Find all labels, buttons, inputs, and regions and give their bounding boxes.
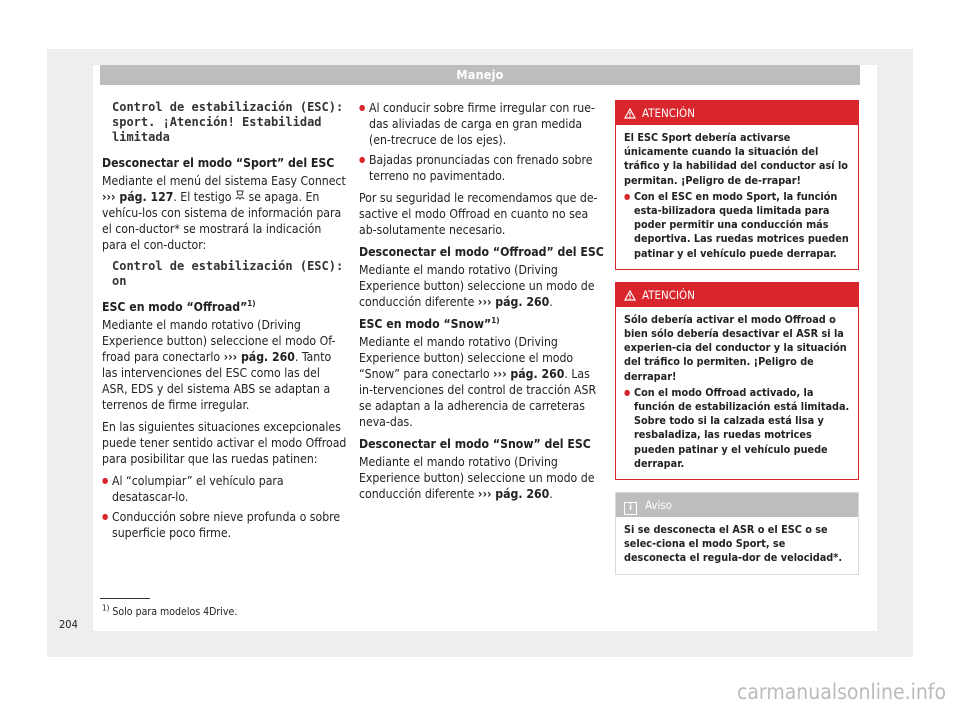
esc-warning-lamp-icon: [235, 190, 245, 204]
notice-box-header: i Aviso: [616, 493, 858, 517]
watermark-text: carmanualsonline.info: [736, 680, 946, 704]
heading-esc-snow: ESC en modo “Snow”$^{1)}$: [359, 315, 500, 331]
page-reference-link[interactable]: ››› pág. 127: [102, 190, 174, 204]
warning-box-body: El ESC Sport debería activarse únicamente cuando la situación del tráfico y la habilidad del conductor así lo permitan. ¡Peligro de de-rrapar! ● Con el ESC en modo Sport, la función esta-bilizadora queda limitada para poder permitir una conducción más deportiva. Las ruedas motrices pueden patinar y el vehículo puede derrapar.: [616, 125, 858, 269]
warning-box-header: ATENCIÓN: [616, 101, 858, 125]
paragraph-offroad: Mediante el mando rotativo (Driving Experience button) seleccione el modo Of-froad para conectarlo ››› pág. 260. Tanto las intervenciones del ESC como las del ASR, EDS y del sistema ABS se adaptan a terrenos de firme irregular.: [102, 318, 336, 412]
display-message-esc-on: Control de estabilización (ESC): on: [112, 259, 344, 288]
page-reference-link[interactable]: ››› pág. 260: [493, 367, 565, 381]
footnote-marker: 1): [491, 315, 500, 325]
info-icon: i: [624, 502, 637, 515]
heading-disconnect-offroad: Desconectar el modo “Offroad” del ESC: [359, 245, 604, 259]
page-reference-link[interactable]: ››› pág. 260: [223, 350, 295, 364]
warning-triangle-icon: [624, 103, 636, 127]
bullet-item: ● Con el modo Offroad activado, la función de estabilización está limitada. Sobre todo si la calzada está lisa y resbaladiza, las ruedas motrices pueden patinar y el vehículo puede derrapar.: [624, 386, 850, 471]
footnote-divider: [100, 598, 150, 599]
warning-box-offroad: [615, 282, 859, 480]
bullet-item: ● Conducción sobre nieve profunda o sobre superficie poco firme.: [102, 509, 348, 541]
heading-disconnect-sport: Desconectar el modo “Sport” del ESC: [102, 156, 335, 170]
page-reference-link[interactable]: ››› pág. 260: [477, 295, 550, 309]
paragraph-easy-connect: Mediante el menú del sistema Easy Connect ››› pág. 127. El testigo se apaga. En vehícu-los con sistema de información para el con-ductor* se mostrará la indicación para el con-ductor:: [102, 174, 346, 252]
bullet-item: ● Con el ESC en modo Sport, la función esta-bilizadora queda limitada para poder permitir una conducción más deportiva. Las ruedas motrices pueden patinar y el vehículo puede derrapar.: [624, 190, 850, 261]
column-middle: [359, 100, 605, 508]
notice-box: [615, 492, 859, 575]
paragraph-exceptional-situations: En las siguientes situaciones excepcionales puede tener sentido activar el modo Offroad para posibilitar que las ruedas patinen:: [102, 420, 347, 466]
footnote: $^{1)}$ Solo para modelos 4Drive.: [102, 603, 238, 618]
column-left: [102, 100, 348, 545]
paragraph-disconnect-offroad: Mediante el mando rotativo (Driving Experience button) seleccione un modo de conducción diferente ››› pág. 260.: [359, 263, 595, 309]
paragraph-snow: Mediante el mando rotativo (Driving Experience button) seleccione el modo “Snow” para conectarlo ››› pág. 260. Las in-tervenciones del control de tracción ASR se adaptan a la adherencia de carreteras neva-das.: [359, 335, 597, 429]
footnote-marker: 1): [247, 298, 256, 308]
page-number: 204: [59, 618, 78, 631]
section-header: Manejo: [100, 65, 860, 85]
warning-box-sport: [615, 100, 859, 270]
column-right: [615, 100, 859, 587]
paragraph-disconnect-snow: Mediante el mando rotativo (Driving Experience button) seleccione un modo de conducción diferente ››› pág. 260.: [359, 455, 595, 501]
bullet-item: ● Al “columpiar” el vehículo para desatascar-lo.: [102, 473, 348, 505]
display-message-esc-sport: Control de estabilización (ESC): sport. ¡Atención! Estabilidad limitada: [112, 100, 344, 144]
bullet-item: ● Al conducir sobre firme irregular con rue-das aliviadas de carga en gran medida (en-trecruce de los ejes).: [359, 100, 605, 148]
page-reference-link[interactable]: ››› pág. 260: [477, 487, 550, 501]
heading-disconnect-snow: Desconectar el modo “Snow” del ESC: [359, 437, 591, 451]
warning-box-header: ATENCIÓN: [616, 283, 858, 307]
paragraph-safety-recommendation: Por su seguridad le recomendamos que de-sactive el modo Offroad en cuanto no sea ab-solutamente necesario.: [359, 191, 598, 237]
notice-box-body: Si se desconecta el ASR o el ESC o se selec-ciona el modo Sport, se desconecta el regula-dor de velocidad*.: [624, 523, 843, 565]
warning-triangle-icon: [624, 285, 636, 309]
heading-esc-offroad: ESC en modo “Offroad”$^{1)}$: [102, 298, 256, 314]
bullet-item: ● Bajadas pronunciadas con frenado sobre terreno no pavimentado.: [359, 152, 605, 184]
warning-box-body: Sólo debería activar el modo Offroad o bien sólo debería desactivar el ASR si la experien-cia del conductor y la situación del tráfico lo permiten. ¡Peligro de derrapar! ● Con el modo Offroad activado, la función de estabilización está limitada. Sobre todo si la calzada está lisa y resbaladiza, las ruedas motrices pueden patinar y el vehículo puede derrapar.: [616, 307, 858, 479]
